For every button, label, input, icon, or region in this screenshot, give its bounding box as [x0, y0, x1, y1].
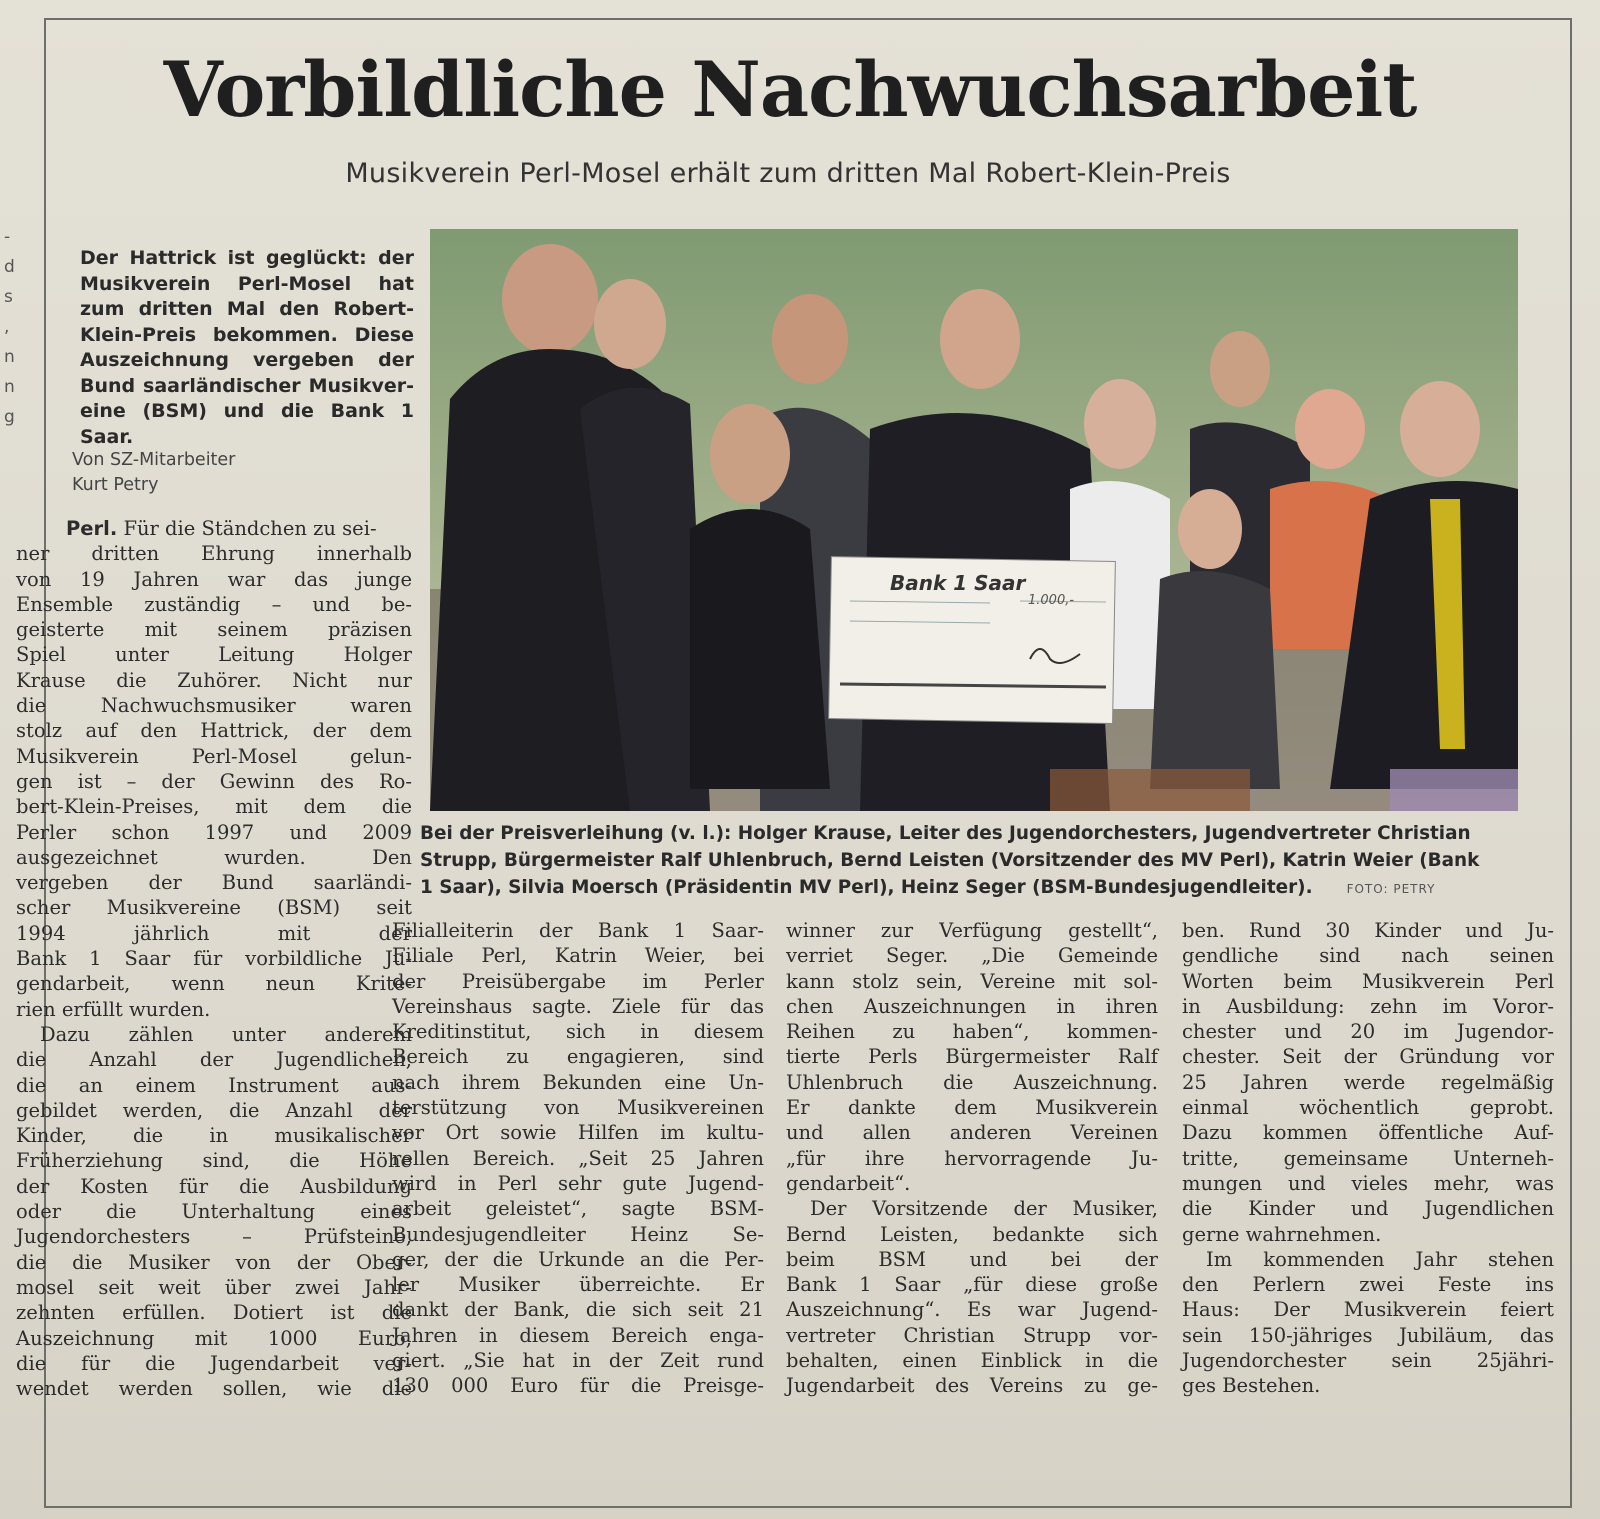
- text-line: geisterte mit seinem präzisen: [16, 618, 412, 642]
- text-line: ger, der die Urkunde an die Per-: [392, 1247, 764, 1271]
- edge-letter: s: [4, 287, 13, 307]
- headline: Vorbildliche Nachwuchsarbeit: [163, 45, 1417, 134]
- edge-letter: g: [4, 407, 15, 427]
- byline-author: Kurt Petry: [72, 475, 159, 495]
- text-line: gendliche sind nach seinen: [1182, 944, 1554, 968]
- text-line: [16, 516, 412, 541]
- text-line: tierte Perls Bürgermeister Ralf: [786, 1045, 1158, 1069]
- text-line: ges Bestehen.: [1182, 1374, 1321, 1398]
- photo-caption: [420, 820, 1530, 903]
- text-line: Der Vorsitzende der Musiker,: [810, 1197, 1158, 1221]
- text-line: Jugendarbeit des Vereins zu ge-: [786, 1374, 1158, 1398]
- text-line: gendarbeit“.: [786, 1171, 911, 1195]
- text-line: Perler schon 1997 und 2009: [16, 820, 412, 844]
- lead-paragraph: [80, 246, 414, 450]
- article-photo: [430, 229, 1518, 811]
- text-line: Auszeichnung“. Es war Jugend-: [786, 1298, 1158, 1322]
- text-line: ler Musiker überreichte. Er: [392, 1273, 764, 1297]
- text-line: den Perlern zwei Feste ins: [1182, 1273, 1554, 1297]
- text-line: bert-Klein-Preises, mit dem die: [16, 795, 412, 819]
- lead-line: zum dritten Mal den Robert-: [80, 298, 414, 320]
- article-column-1: [16, 516, 412, 1401]
- article-column-4: [1182, 918, 1554, 1399]
- text-line: Reihen zu haben“, kommen-: [786, 1020, 1158, 1044]
- photo-credit: FOTO: PETRY: [1346, 882, 1436, 896]
- text-line: wird in Perl sehr gute Jugend-: [392, 1171, 764, 1195]
- edge-letter: n: [4, 377, 15, 397]
- text-line: wendet werden sollen, wie die: [16, 1377, 412, 1401]
- text-line: nach ihrem Bekunden eine Un-: [392, 1070, 764, 1094]
- article-column-3: [786, 918, 1158, 1399]
- text-line: Jahren in diesem Bereich enga-: [392, 1323, 764, 1347]
- text-line: vor Ort sowie Hilfen im kultu-: [392, 1121, 764, 1145]
- text-line: einmal wöchentlich geprobt.: [1182, 1096, 1554, 1120]
- text-line: mungen und vieles mehr, was: [1182, 1171, 1554, 1195]
- text-line: Bank 1 Saar „für diese große: [786, 1273, 1158, 1297]
- edge-letter: -: [4, 227, 11, 247]
- edge-letter: n: [4, 347, 15, 367]
- text-line: Dazu kommen öffentliche Auf-: [1182, 1121, 1554, 1145]
- text-line: die Nachwuchsmusiker waren: [16, 694, 412, 718]
- text-line: in Ausbildung: zehn im Voror-: [1182, 994, 1554, 1018]
- text-line: scher Musikvereine (BSM) seit: [16, 896, 412, 920]
- subheadline: Musikverein Perl-Mosel erhält zum dritten Mal Robert-Klein-Preis: [345, 158, 1231, 189]
- text-line: Bank 1 Saar für vorbildliche Ju-: [16, 947, 412, 971]
- text-line: ausgezeichnet wurden. Den: [16, 845, 412, 869]
- lead-line: Bund saarländischer Musikver-: [80, 374, 414, 397]
- cheque-amount: 1.000,-: [1028, 593, 1075, 608]
- text-line: Bereich zu engagieren, sind: [392, 1045, 764, 1069]
- text-line: die Anzahl der Jugendlichen,: [16, 1048, 412, 1072]
- text-line: Worten beim Musikverein Perl: [1182, 969, 1554, 993]
- text-line: Jugendorchesters – Prüfsteine,: [16, 1225, 412, 1249]
- lead-line: eine (BSM) und die Bank 1 Saar.: [80, 400, 414, 448]
- byline: [72, 448, 372, 498]
- cheque-bank-logo: Bank 1 Saar: [890, 571, 1026, 595]
- text-line: giert. „Sie hat in der Zeit rund: [392, 1349, 764, 1373]
- text-line: zehnten erfüllen. Dotiert ist die: [16, 1301, 412, 1325]
- text-line: von 19 Jahren war das junge: [16, 567, 412, 591]
- text-line: Bundesjugendleiter Heinz Se-: [392, 1222, 764, 1246]
- text-line: Im kommenden Jahr stehen: [1206, 1247, 1554, 1271]
- text-line: der Preisübergabe im Perler: [392, 969, 764, 993]
- text-line: Filialleiterin der Bank 1 Saar-: [392, 919, 764, 942]
- text-line: dankt der Bank, die sich seit 21: [392, 1298, 764, 1322]
- lead-line: Musikverein Perl-Mosel hat: [80, 272, 414, 295]
- text-line: gerne wahrnehmen.: [1182, 1222, 1382, 1246]
- text-line: ner dritten Ehrung innerhalb: [16, 542, 412, 566]
- caption-line: [420, 874, 1530, 903]
- text-line: Früherziehung sind, die Höhe: [16, 1149, 412, 1173]
- text-line: terstützung von Musikvereinen: [392, 1096, 764, 1120]
- caption-text: 1 Saar), Silvia Moersch (Präsidentin MV Perl), Heinz Seger (BSM-Bundesjugendleiter).: [420, 877, 1313, 898]
- text-line: die für die Jugendarbeit ver-: [16, 1351, 412, 1375]
- text-line-content: Für die Ständchen zu sei-: [123, 517, 377, 540]
- lead-line: Klein-Preis bekommen. Diese: [80, 323, 414, 346]
- text-line: ben. Rund 30 Kinder und Ju-: [1182, 919, 1554, 942]
- text-line: mosel seit weit über zwei Jahr-: [16, 1275, 412, 1299]
- text-line: Er dankte dem Musikverein: [786, 1096, 1158, 1120]
- edge-letter: d: [4, 257, 15, 277]
- text-line: Krause die Zuhörer. Nicht nur: [16, 668, 412, 692]
- text-line: rellen Bereich. „Seit 25 Jahren: [392, 1146, 764, 1170]
- caption-line: Strupp, Bürgermeister Ralf Uhlenbruch, Bernd Leisten (Vorsitzender des MV Perl), Katrin Weier (Bank: [420, 850, 1480, 871]
- text-line: chester. Seit der Gründung vor: [1182, 1045, 1554, 1069]
- text-line: Kinder, die in musikalischer: [16, 1124, 412, 1148]
- text-line: Dazu zählen unter anderem: [40, 1022, 412, 1046]
- text-line: Jugendorchester sein 25jähri-: [1182, 1349, 1554, 1373]
- text-line: chen Auszeichnungen in ihren: [786, 994, 1158, 1018]
- text-line: arbeit geleistet“, sagte BSM-: [392, 1197, 764, 1221]
- text-line: „für ihre hervorragende Ju-: [786, 1146, 1158, 1170]
- adjacent-column-edge: [4, 222, 18, 432]
- text-line: gendarbeit, wenn neun Krite-: [16, 972, 412, 996]
- text-line: kann stolz sein, Vereine mit sol-: [786, 969, 1158, 993]
- text-line: winner zur Verfügung gestellt“,: [786, 919, 1158, 942]
- text-line: Auszeichnung mit 1000 Euro,: [16, 1326, 412, 1350]
- text-line: rien erfüllt wurden.: [16, 997, 211, 1021]
- article-column-2: [392, 918, 764, 1399]
- text-line: die an einem Instrument aus-: [16, 1073, 412, 1097]
- text-line: und allen anderen Vereinen: [786, 1121, 1158, 1145]
- text-line: chester und 20 im Jugendor-: [1182, 1020, 1554, 1044]
- lead-line: Der Hattrick ist geglückt: der: [80, 247, 414, 269]
- text-line: vergeben der Bund saarländi-: [16, 871, 412, 895]
- text-line: sein 150-jähriges Jubiläum, das: [1182, 1323, 1554, 1347]
- text-line: Kreditinstitut, sich in diesem: [392, 1020, 764, 1044]
- text-line: Bernd Leisten, bedankte sich: [786, 1222, 1158, 1246]
- text-line: tritte, gemeinsame Unterneh-: [1182, 1146, 1554, 1170]
- text-line: beim BSM und bei der: [786, 1247, 1158, 1271]
- byline-role: Von SZ-Mitarbeiter: [72, 450, 236, 470]
- text-line: Musikverein Perl-Mosel gelun-: [16, 744, 412, 768]
- text-line: stolz auf den Hattrick, der dem: [16, 719, 412, 743]
- text-line: oder die Unterhaltung eines: [16, 1200, 412, 1224]
- text-line: die die Musiker von der Ober-: [16, 1250, 412, 1274]
- text-line: Haus: Der Musikverein feiert: [1182, 1298, 1554, 1322]
- text-line: verriet Seger. „Die Gemeinde: [786, 944, 1158, 968]
- text-line: Filiale Perl, Katrin Weier, bei: [392, 944, 764, 968]
- text-line: 130 000 Euro für die Preisge-: [392, 1374, 764, 1398]
- text-line: vertreter Christian Strupp vor-: [786, 1323, 1158, 1347]
- text-line: gebildet werden, die Anzahl der: [16, 1098, 412, 1122]
- edge-letter: ,: [4, 317, 10, 337]
- text-line: gen ist – der Gewinn des Ro-: [16, 769, 412, 793]
- text-line: der Kosten für die Ausbildung: [16, 1174, 412, 1198]
- dateline: Perl.: [66, 517, 118, 540]
- text-line: Spiel unter Leitung Holger: [16, 643, 412, 667]
- text-line: Ensemble zuständig – und be-: [16, 592, 412, 616]
- photo-illustration: [430, 229, 1518, 811]
- text-line: die Kinder und Jugendlichen: [1182, 1197, 1554, 1221]
- lead-line: Auszeichnung vergeben der: [80, 349, 414, 371]
- text-line: Vereinshaus sagte. Ziele für das: [392, 994, 764, 1018]
- text-line: behalten, einen Einblick in die: [786, 1349, 1158, 1373]
- text-line: 1994 jährlich mit der: [16, 921, 412, 945]
- caption-line: Bei der Preisverleihung (v. l.): Holger Krause, Leiter des Jugendorchesters, Jugendvertreter Christian: [420, 823, 1471, 844]
- text-line: Uhlenbruch die Auszeichnung.: [786, 1070, 1158, 1094]
- text-line: 25 Jahren werde regelmäßig: [1182, 1070, 1554, 1094]
